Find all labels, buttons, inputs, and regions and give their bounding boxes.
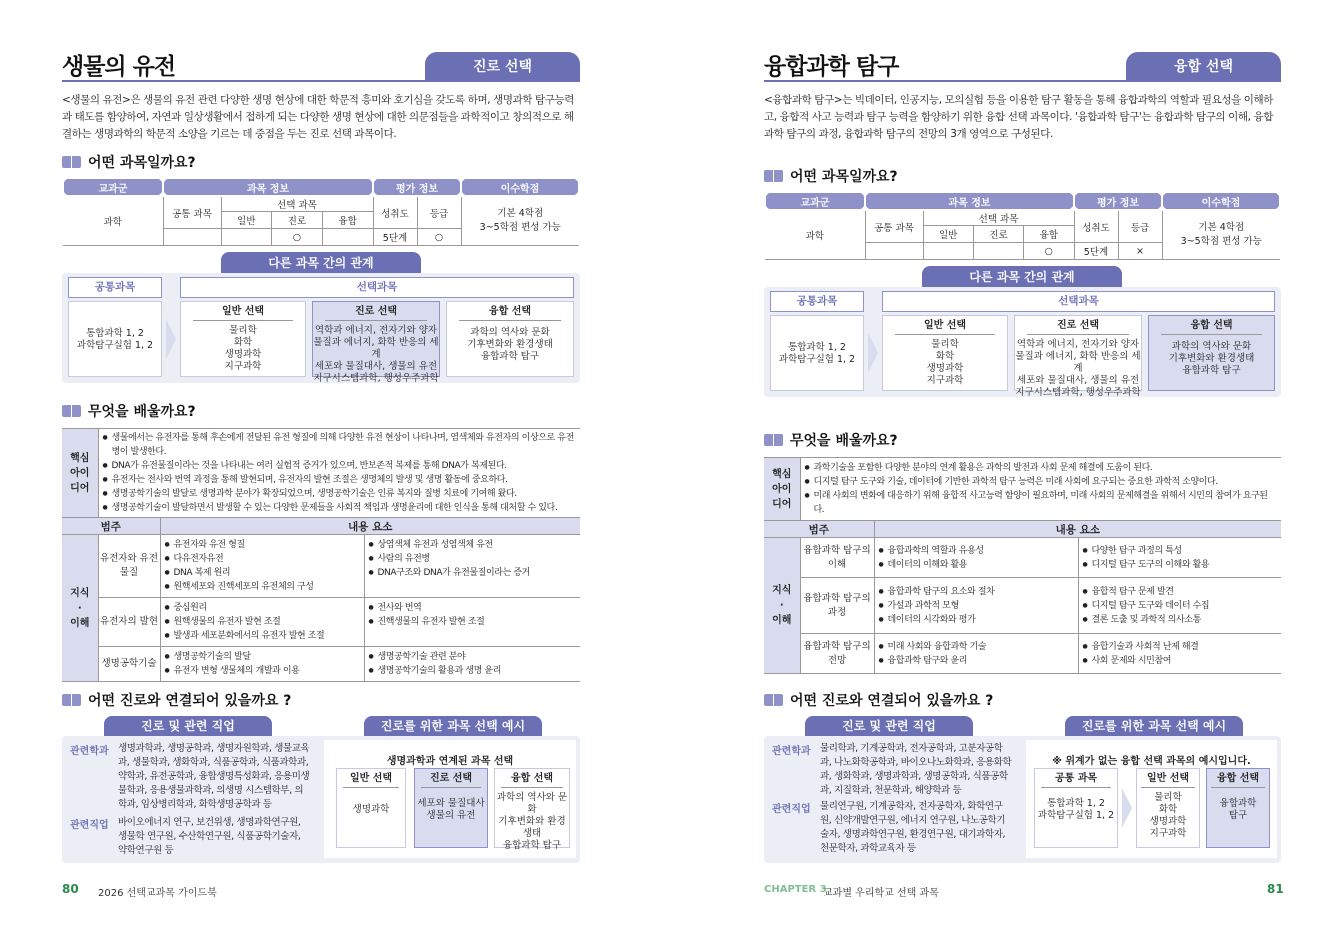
common-subjects: 통합과학 1, 2 과학탐구실험 1, 2 xyxy=(770,315,864,391)
title-rule xyxy=(764,80,1281,82)
book-icon xyxy=(62,156,82,168)
career-box xyxy=(764,736,1281,863)
career-select-box: 진로 선택 역학과 에너지, 전자기와 양자 물질과 에너지, 화학 반응의 세계 세포와 물질대사, 생물의 유전 지구시스템과학, 행성우주과학 xyxy=(1014,315,1142,391)
title-rule xyxy=(62,80,580,82)
fusion-select-box: 융합 선택 과학의 역사와 문화 기후변화와 환경생태 융합과학 탐구 xyxy=(446,301,574,377)
subject-info-table: 교과군 과목 정보 평가 정보 이수학점 과학 공통 과목 선택 과목 성취도 등급 기본 4학점 3~5학점 편성 가능 일반 진로 융합 ○ 5단계 ○ xyxy=(62,177,580,246)
right-page xyxy=(671,0,1342,939)
arrow-icon xyxy=(1122,788,1132,828)
dept-list: 생명과학과, 생명공학과, 생명자원학과, 생물교육과, 생물학과, 생화학과, 식품공학과, 식품과학과, 약학과, 유전공학과, 융합생명특성화과, 응용미생물학과, 응용생물과학과, 의생명 시스템학부, 의학과, 임상병리학과, 화학생명공학과 등 xyxy=(118,743,310,810)
footer-title: 교과별 우리학교 선택 과목 xyxy=(823,888,939,899)
page-number: 80 xyxy=(62,882,79,896)
job-list: 물리연구원, 기계공학자, 전자공학자, 화학연구원, 신약개발연구원, 에너지 연구원, 나노공학기술자, 생명과학연구원, 환경연구원, 대기과학자, 천문학자, 과학교육자 등 xyxy=(820,801,1006,854)
section-heading-learn: 무엇을 배울까요? xyxy=(62,401,196,421)
learning-table: 핵심 아이 디어 ● 생물에서는 유전자를 통해 후손에게 전달된 유전 형질에 의해 다양한 유전 현상이 나타나며, 염색체와 유전자의 이상으로 유전병이 발생한다. ● DNA가 유전물질이라는 것을 나타내는 여러 실험적 증거가 있으며, 반보존적 복제를 통해 DNA가 복제된다. ● 유전자는 전사와 번역 과정을 통해 발현되며, 유전자의 발현 조절은 생명체의 발생 및 생명 활동에 중요하다. ● 생명공학기술의 발달로 생명과학 분야가 확장되었으며, 생명공학기술은 인류 복지와 질병 치료에 기여해 왔다. ● 생명공학기술이 발달하면서 발생할 수 있는 다양한 문제들을 사회적 책임과 생명윤리에 대한 인식을 통해 대처할 수 있다. 범주 내용 요소 지식 · 이해 유전자와 유전물질 ● 유전자와 유전 형질 ● 다유전자유전 ● DNA 복제 원리 ● 원핵세포와 진핵세포의 유전체의 구성 ● 상염색체 유전과 성염색체 유전 ● 사람의 유전병 ● DNA구조와 DNA가 유전물질이라는 증거 유전자의 발현 ● 중심원리 ● 원핵생물의 유전자 발현 조절 ● 발생과 세포분화에서의 유전자 발현 조절 ● 전사와 번역 ● 진핵생물의 유전자 발현 조절 생명공학기술 ● 생명공학기술의 발달 ● 유전자 변형 생물체의 개발과 이용 ● 생명공학기술 관련 분야 ● 생명공학기술의 활용과 생명 윤리 xyxy=(62,428,580,682)
chapter-label: CHAPTER 3 xyxy=(764,884,827,895)
section-heading-career: 어떤 진로와 연결되어 있을까요 ? xyxy=(764,690,993,710)
example-general: 일반 선택 물리학 화학 생명과학 지구과학 xyxy=(1136,768,1200,848)
select-heading: 선택과목 xyxy=(882,291,1275,312)
job-label: 관련직업 xyxy=(70,820,109,831)
example-common: 공통 과목 통합과학 1, 2 과학탐구실험 1, 2 xyxy=(1034,768,1118,848)
example-general: 일반 선택 생명과학 xyxy=(336,768,406,848)
example-fusion: 융합 선택 과학의 역사와 문화 기후변화와 환경생태 융합과학 탐구 xyxy=(494,768,570,848)
relation-title: 다른 과목 간의 관계 xyxy=(922,266,1122,288)
example-panel: ※ 위계가 없는 융합 선택 과목의 예시입니다. 공통 과목 통합과학 1, 2 과학탐구실험 1, 2 일반 선택 물리학 화학 생명과학 지구과학 융합 선택 융합과학 탐구 xyxy=(1026,740,1277,858)
arrow-icon xyxy=(166,319,176,359)
subject-type-badge: 진로 선택 xyxy=(425,52,580,82)
subject-info-table: 교과군 과목 정보 평가 정보 이수학점 과학 공통 과목 선택 과목 성취도 등급 기본 4학점 3~5학점 편성 가능 일반 진로 융합 ○ 5단계 × xyxy=(764,191,1281,260)
section-heading-career: 어떤 진로와 연결되어 있을까요 ? xyxy=(62,690,291,710)
dept-list: 물리학과, 기계공학과, 전자공학과, 고분자공학과, 나노화학공학과, 바이오나노화학과, 응용화학과, 생화학과, 생명과학과, 생명공학과, 식품공학과, 지질학과, 천문학과, 해양학과 등 xyxy=(820,743,1012,796)
common-heading: 공통과목 xyxy=(770,291,864,312)
relation-title: 다른 과목 간의 관계 xyxy=(221,252,421,274)
subject-type-badge: 융합 선택 xyxy=(1126,52,1281,82)
section-heading-subject: 어떤 과목일까요? xyxy=(62,152,196,172)
section-heading-learn: 무엇을 배울까요? xyxy=(764,430,898,450)
dept-label: 관련학과 xyxy=(772,746,811,757)
relation-box xyxy=(62,273,580,383)
intro-text: <생물의 유전>은 생물의 유전 관련 다양한 생명 현상에 대한 학문적 흥미와 호기심을 갖도록 하며, 생명과학 탐구능력과 태도를 함양하여, 자연과 일상생활에서 접하게 되는 다양한 생명 현상에 대한 의문점들을 과학적이고 창의적으로 해결하는 생명과학의 학문적 소양을 기르는 데 중점을 두는 진로 선택 과목이다. xyxy=(62,94,574,140)
general-select-box: 일반 선택 물리학 화학 생명과학 지구과학 xyxy=(180,301,306,377)
career-jobs-title: 진로 및 관련 직업 xyxy=(805,716,973,736)
career-example-title: 진로를 위한 과목 선택 예시 xyxy=(364,716,542,736)
book-icon xyxy=(62,405,82,417)
job-label: 관련직업 xyxy=(772,804,811,815)
page-title: 융합과학 탐구 xyxy=(764,54,899,80)
arrow-icon xyxy=(868,333,878,373)
relation-box xyxy=(764,287,1281,397)
job-list: 바이오에너지 연구, 보건위생, 생명과학연구원, 생물학 연구원, 수산학연구원, 식품공학기술자, 약학연구원 등 xyxy=(118,817,301,856)
book-icon xyxy=(764,694,784,706)
book-icon xyxy=(764,434,784,446)
book-icon xyxy=(62,694,82,706)
footer-title: 2026 선택교과목 가이드북 xyxy=(98,888,217,899)
general-select-box: 일반 선택 물리학 화학 생명과학 지구과학 xyxy=(882,315,1008,391)
book-icon xyxy=(764,170,784,182)
intro-text: <융합과학 탐구>는 빅데이터, 인공지능, 모의실험 등을 이용한 탐구 활동을 통해 융합과학의 역할과 필요성을 이해하고, 융합적 사고 능력과 탐구 능력을 함양하기 위한 융합 선택 과목이다. '융합과학 탐구'는 융합과학 탐구의 이해, 융합과학 탐구의 과정, 융합과학 탐구의 전망의 3개 영역으로 구성된다. xyxy=(764,94,1274,140)
learning-table: 핵심 아이 디어 ● 과학기술을 포함한 다양한 분야의 연계 활용은 과학의 발전과 사회 문제 해결에 도움이 된다. ● 디지털 탐구 도구와 기술, 데이터에 기반한 과학적 탐구 능력은 미래 사회에 요구되는 중요한 과학적 소양이다. ● 미래 사회의 변화에 대응하기 위해 융합적 사고능력 함양이 필요하며, 미래 사회의 문제해결을 위해서 시민의 참여가 요구된다. 범주 내용 요소 지식 · 이해 융합과학 탐구의 이해 ● 융합과학의 역할과 유용성 ● 데이터의 이해와 활용 ● 다양한 탐구 과정의 특성 ● 디지털 탐구 도구의 이해와 활용 융합과학 탐구의 과정 ● 융합과학 탐구의 요소와 절차 ● 가설과 과학적 모형 ● 데이터의 시각화와 평가 ● 융합적 탐구 문제 발견 ● 디지털 탐구 도구와 데이터 수집 ● 결론 도출 및 과학적 의사소통 융합과학 탐구의 전망 ● 미래 사회와 융합과학 기술 ● 융합과학 탐구와 윤리 ● 융합기술과 사회적 난제 해결 ● 사회 문제와 시민참여 xyxy=(764,457,1281,674)
example-panel: 생명과학과 연계된 과목 선택 일반 선택 생명과학 진로 선택 세포와 물질대사 생물의 유전 융합 선택 과학의 역사와 문화 기후변화와 환경생태 융합과학 탐구 xyxy=(324,740,576,858)
page-number: 81 xyxy=(1267,882,1284,896)
career-box xyxy=(62,736,580,863)
example-career: 진로 선택 세포와 물질대사 생물의 유전 xyxy=(414,768,488,848)
common-heading: 공통과목 xyxy=(68,277,162,298)
dept-label: 관련학과 xyxy=(70,746,109,757)
career-example-title: 진로를 위한 과목 선택 예시 xyxy=(1065,716,1243,736)
common-subjects: 통합과학 1, 2 과학탐구실험 1, 2 xyxy=(68,301,162,377)
section-heading-subject: 어떤 과목일까요? xyxy=(764,166,898,186)
career-select-box: 진로 선택 역학과 에너지, 전자기와 양자 물질과 에너지, 화학 반응의 세계 세포와 물질대사, 생물의 유전 지구시스템과학, 행성우주과학 xyxy=(312,301,440,377)
fusion-select-box: 융합 선택 과학의 역사와 문화 기후변화와 환경생태 융합과학 탐구 xyxy=(1148,315,1275,391)
career-jobs-title: 진로 및 관련 직업 xyxy=(104,716,272,736)
page-title: 생물의 유전 xyxy=(62,54,176,80)
example-fusion: 융합 선택 융합과학 탐구 xyxy=(1206,768,1270,848)
select-heading: 선택과목 xyxy=(180,277,574,298)
